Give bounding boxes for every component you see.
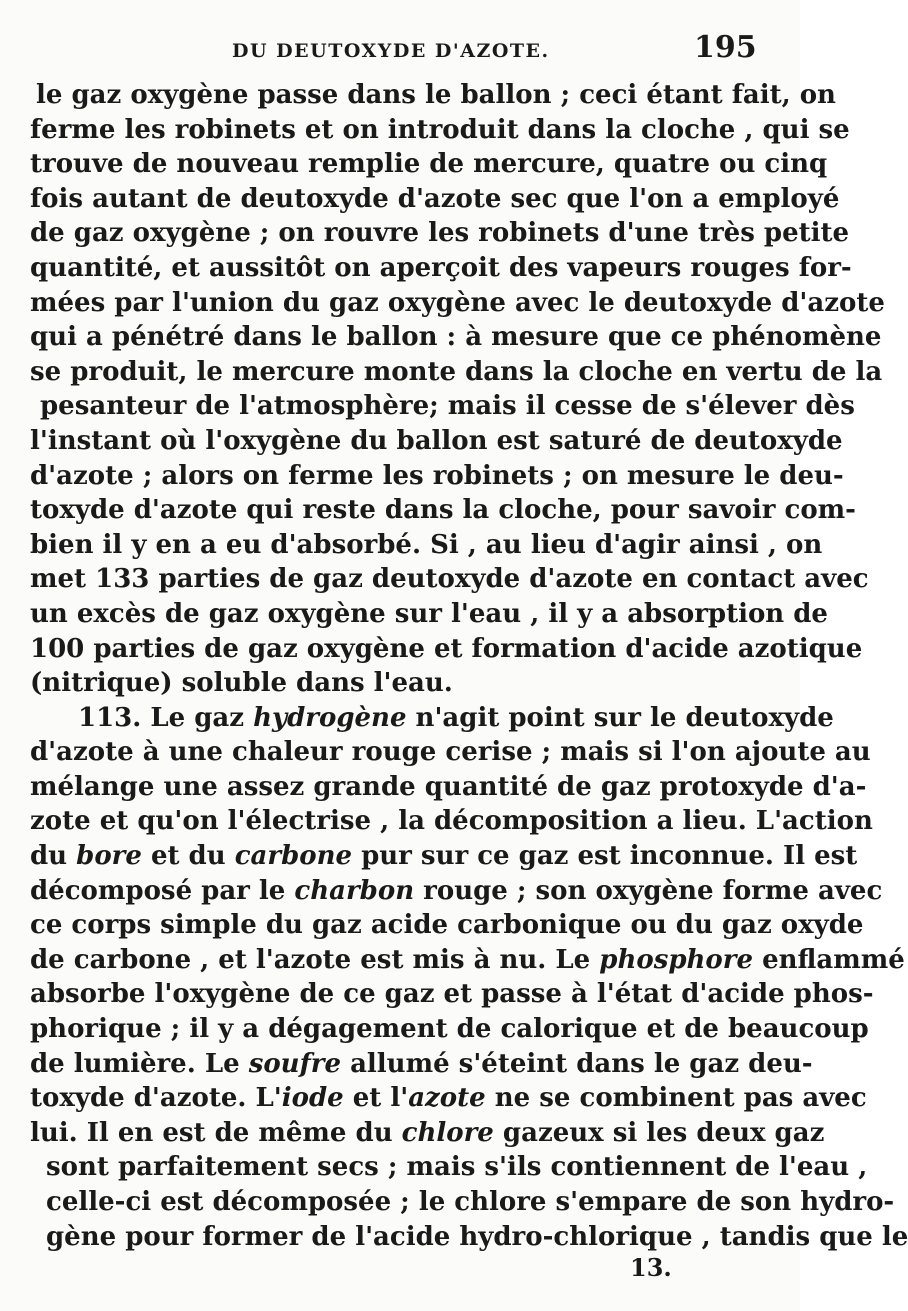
text-line: un excès de gaz oxygène sur l'eau , il y a absorption de (30, 598, 828, 629)
text-run: de lumière. Le (30, 1048, 249, 1079)
text-run: rouge ; son oxygène forme avec (414, 875, 883, 906)
text-run: ne se combinent pas avec (485, 1083, 867, 1114)
page-body (30, 78, 908, 1254)
text-run: toxyde d'azote. L' (30, 1083, 282, 1114)
text-line: bien il y en a eu d'absorbé. Si , au lieu d'agir ainsi , on (30, 529, 823, 560)
text-line-last: (nitrique) soluble dans l'eau. (30, 668, 453, 699)
italic-term: azote (408, 1083, 486, 1114)
running-head: DU DEUTOXYDE D'AZOTE. (232, 40, 550, 62)
text-run: de carbone , et l'azote est mis à nu. Le (30, 944, 600, 975)
text-run: 113. Le gaz (78, 702, 254, 733)
text-line: ce corps simple du gaz acide carbonique ou du gaz oxyde (30, 910, 864, 941)
signature-mark: 13. (630, 1253, 672, 1282)
text-line: d'azote à une chaleur rouge cerise ; mais si l'on ajoute au (30, 737, 871, 768)
text-line: celle-ci est décomposée ; le chlore s'empare de son hydro- (46, 1187, 895, 1217)
italic-term: phosphore (599, 944, 754, 975)
text-line (30, 839, 858, 874)
text-line: gène pour former de l'acide hydro-chlorique , tandis que le (46, 1221, 908, 1252)
text-line (30, 943, 905, 978)
text-line: ferme les robinets et on introduit dans la cloche , qui se (30, 114, 850, 145)
text-run: et du (141, 841, 235, 872)
text-run: du (30, 841, 77, 872)
text-line: toxyde d'azote qui reste dans la cloche, pour savoir com- (30, 495, 856, 526)
text-line: qui a pénétré dans le ballon : à mesure que ce phénomène (30, 322, 882, 353)
italic-term: chlore (401, 1117, 494, 1148)
italic-term: carbone (234, 841, 353, 872)
page-number: 195 (694, 30, 757, 65)
italic-term: charbon (294, 875, 415, 906)
text-line: d'azote ; alors on ferme les robinets ; on mesure le deu- (30, 460, 844, 491)
text-run: pur sur ce gaz est inconnue. Il est (352, 841, 858, 872)
text-line: zote et qu'on l'électrise , la décomposition a lieu. L'action (30, 806, 873, 837)
text-run: allumé s'éteint dans le gaz deu- (341, 1048, 813, 1079)
text-line: phorique ; il y a dégagement de calorique et de beaucoup (30, 1014, 869, 1045)
text-line: l'instant où l'oxygène du ballon est saturé de deutoxyde (30, 425, 843, 456)
text-run: et l' (343, 1083, 409, 1114)
text-line (30, 1081, 867, 1116)
text-run: n'agit point sur le deutoxyde (406, 702, 834, 733)
text-line (30, 1116, 825, 1151)
text-line: sont parfaitement secs ; mais s'ils contiennent de l'eau , (46, 1152, 868, 1183)
text-line: mées par l'union du gaz oxygène avec le deutoxyde d'azote (30, 287, 885, 318)
text-line: le gaz oxygène passe dans le ballon ; ceci étant fait, on (36, 80, 836, 110)
text-line (30, 874, 883, 909)
text-line: pesanteur de l'atmosphère; mais il cesse de s'élever dès (40, 391, 855, 422)
italic-term: soufre (248, 1048, 342, 1079)
text-line: fois autant de deutoxyde d'azote sec que l'on a employé (30, 183, 840, 214)
text-run: lui. Il en est de même du (30, 1117, 402, 1148)
text-line (30, 1047, 813, 1082)
text-line: met 133 parties de gaz deutoxyde d'azote en contact avec (30, 564, 869, 595)
text-line: mélange une assez grande quantité de gaz protoxyde d'a- (30, 771, 867, 802)
text-run: gazeux si les deux gaz (493, 1117, 825, 1148)
paragraph-113-first-line (30, 701, 834, 736)
text-line: quantité, et aussitôt on aperçoit des vapeurs rouges for- (30, 252, 852, 283)
italic-term: bore (76, 841, 142, 872)
text-run: enflammé (753, 944, 905, 975)
text-line: se produit, le mercure monte dans la cloche en vertu de la (30, 356, 883, 387)
text-line: 100 parties de gaz oxygène et formation d'acide azotique (30, 633, 863, 664)
text-line: de gaz oxygène ; on rouvre les robinets d'une très petite (30, 218, 850, 249)
italic-term: iode (281, 1083, 344, 1114)
text-line: absorbe l'oxygène de ce gaz et passe à l'état d'acide phos- (30, 979, 874, 1010)
italic-term: hydrogène (253, 702, 407, 733)
text-line: trouve de nouveau remplie de mercure, quatre ou cinq (30, 149, 828, 180)
text-run: décomposé par le (30, 875, 295, 906)
